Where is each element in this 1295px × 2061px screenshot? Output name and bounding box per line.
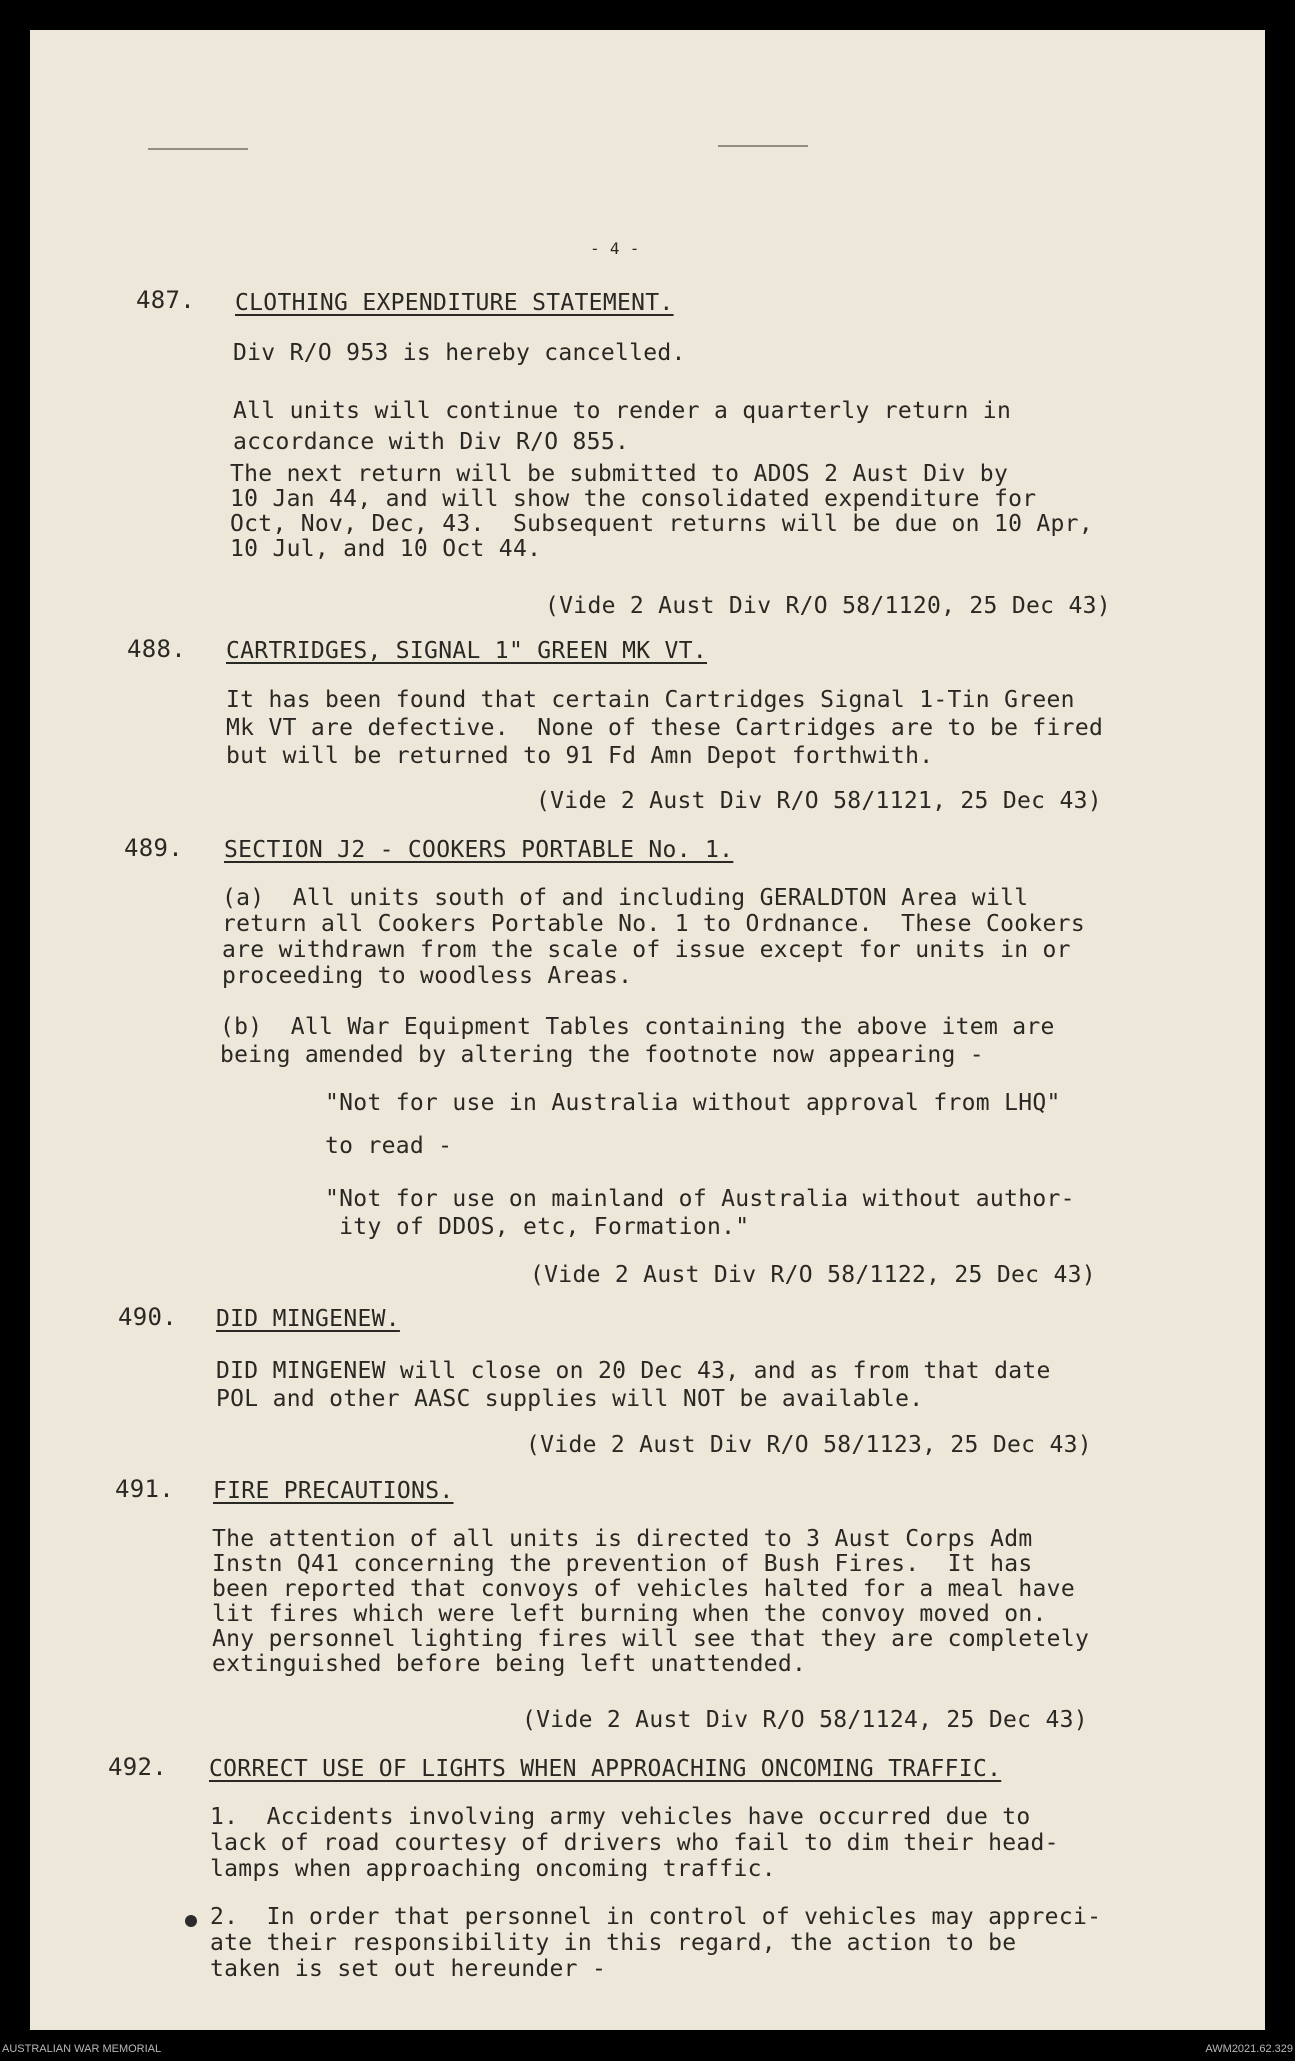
section-number: 489.: [124, 834, 183, 862]
section-number: 492.: [108, 1753, 167, 1781]
section-number: 490.: [118, 1303, 177, 1331]
reference-note: (Vide 2 Aust Div R/O 58/1121, 25 Dec 43): [536, 788, 1102, 814]
section-paragraph: to read -: [325, 1133, 453, 1159]
section-heading: DID MINGENEW.: [216, 1306, 400, 1332]
quoted-footnote: "Not for use on mainland of Australia without author- ity of DDOS, etc, Formation.": [325, 1186, 1075, 1240]
section-paragraph: Div R/O 953 is hereby cancelled.: [233, 340, 686, 366]
section-heading: CARTRIDGES, SIGNAL 1" GREEN MK VT.: [226, 638, 708, 664]
section-heading: CLOTHING EXPENDITURE STATEMENT.: [235, 290, 674, 316]
section-paragraph: The attention of all units is directed to 3 Aust Corps Adm Instn Q41 concerning the prevention of Bush Fires. It has been reported that convoys of vehicles halted for a meal have lit fires which were left burning when the convoy moved on. Any personnel lighting fires will see that they are completely extinguished before being left unattended.: [212, 1526, 1090, 1677]
section-heading: CORRECT USE OF LIGHTS WHEN APPROACHING ONCOMING TRAFFIC.: [209, 1756, 1002, 1782]
section-heading: SECTION J2 - COOKERS PORTABLE No. 1.: [224, 837, 734, 863]
quoted-footnote: "Not for use in Australia without approval from LHQ": [325, 1090, 1061, 1116]
section-paragraph: 2. In order that personnel in control of vehicles may appreci- ate their responsibility in this regard, the action to be taken is set out hereunder -: [210, 1904, 1102, 1982]
section-paragraph: DID MINGENEW will close on 20 Dec 43, and as from that date POL and other AASC supplies will NOT be available.: [216, 1358, 1051, 1412]
reference-note: (Vide 2 Aust Div R/O 58/1122, 25 Dec 43): [530, 1262, 1096, 1288]
reference-note: (Vide 2 Aust Div R/O 58/1120, 25 Dec 43): [545, 593, 1111, 619]
punch-hole: [185, 1915, 197, 1927]
footer-accession-number: AWM2021.62.329: [1205, 2043, 1293, 2055]
reference-note: (Vide 2 Aust Div R/O 58/1124, 25 Dec 43): [522, 1707, 1088, 1733]
section-number: 487.: [136, 286, 195, 314]
section-paragraph: The next return will be submitted to ADOS 2 Aust Div by 10 Jan 44, and will show the consolidated expenditure for Oct, Nov, Dec, 43. Subsequent returns will be due on 10 Apr, 10 Jul, and 10 Oct 44.: [230, 461, 1093, 562]
section-paragraph: (b) All War Equipment Tables containing the above item are being amended by altering the footnote now appearing -: [220, 1014, 1055, 1068]
section-paragraph: It has been found that certain Cartridges Signal 1-Tin Green Mk VT are defective. None of these Cartridges are to be fired but will be returned to 91 Fd Amn Depot forthwith.: [226, 687, 1104, 769]
reference-note: (Vide 2 Aust Div R/O 58/1123, 25 Dec 43): [526, 1432, 1092, 1458]
top-rule-right: [718, 145, 808, 147]
top-rule-left: [148, 148, 248, 150]
section-paragraph: All units will continue to render a quarterly return in accordance with Div R/O 855.: [233, 398, 1012, 455]
section-paragraph: (a) All units south of and including GERALDTON Area will return all Cookers Portable No. 1 to Ordnance. These Cookers are withdrawn from the scale of issue except for units in or proceeding to woodless Areas.: [222, 885, 1085, 989]
footer-credit: AUSTRALIAN WAR MEMORIAL: [2, 2043, 162, 2055]
section-number: 491.: [115, 1475, 174, 1503]
section-heading: FIRE PRECAUTIONS.: [213, 1478, 454, 1504]
section-number: 488.: [127, 635, 186, 663]
page-number: - 4 -: [590, 239, 640, 258]
section-paragraph: 1. Accidents involving army vehicles have occurred due to lack of road courtesy of drivers who fail to dim their head- lamps when approaching oncoming traffic.: [210, 1804, 1059, 1882]
